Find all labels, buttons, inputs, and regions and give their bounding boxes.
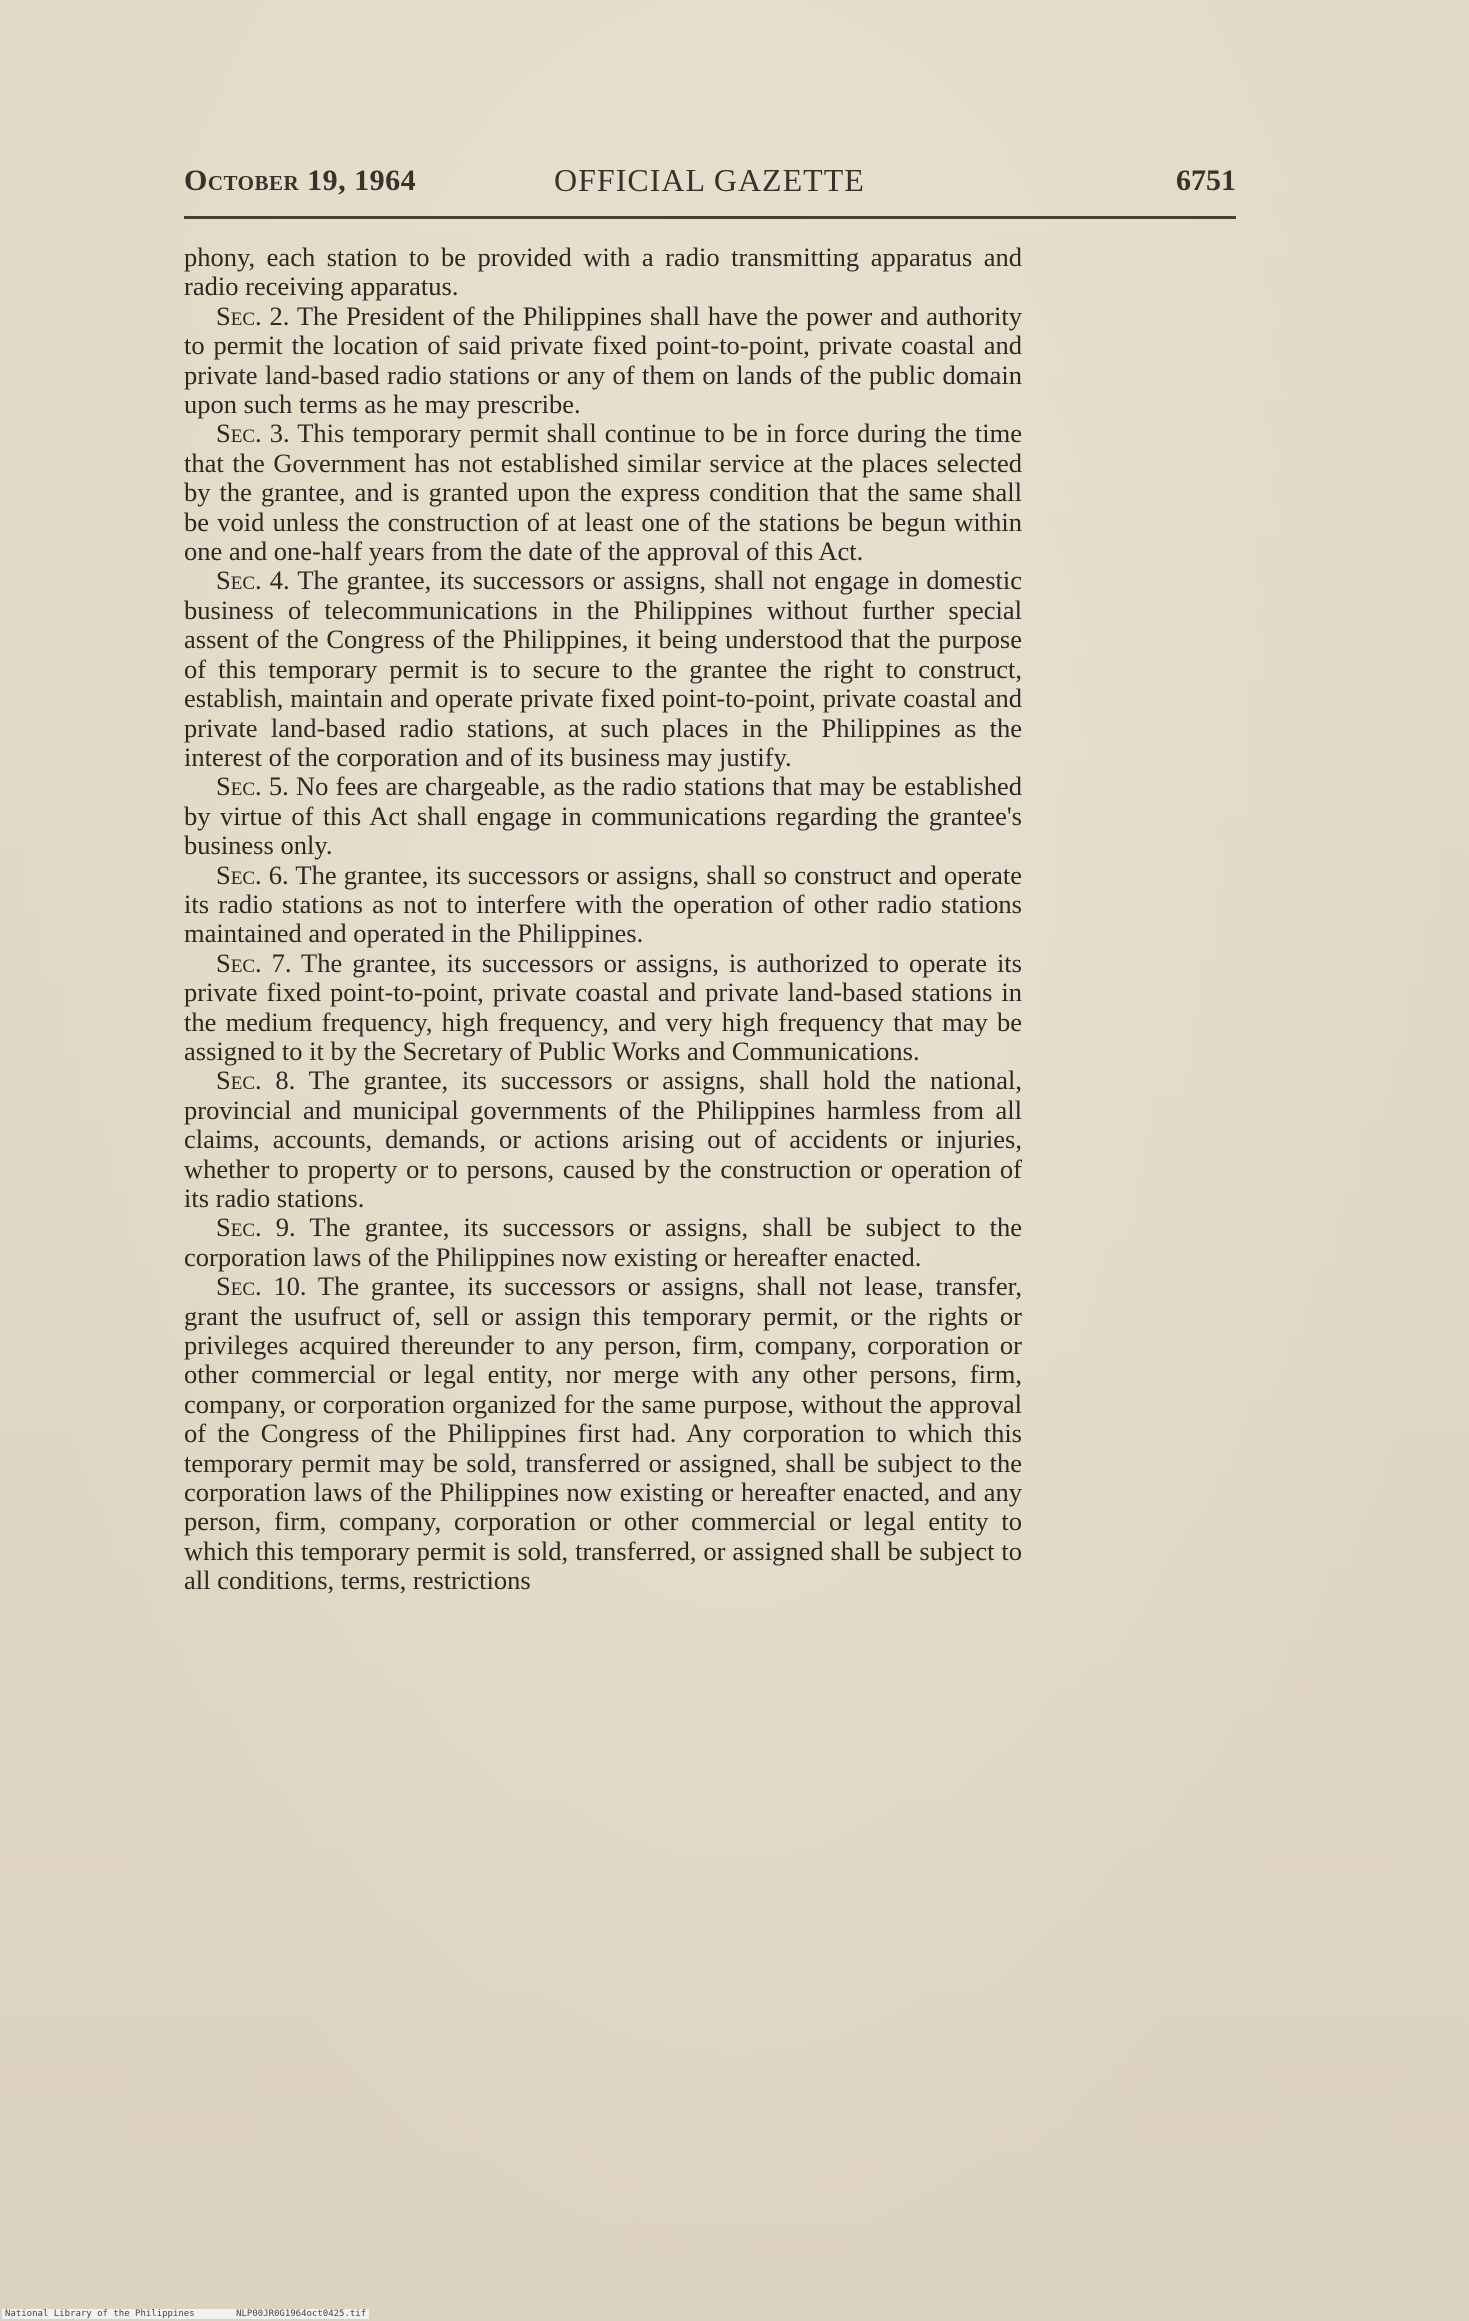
paragraph-sec-6	[184, 861, 1022, 949]
header-date: October 19, 1964	[184, 164, 417, 197]
page-number: 6751	[1176, 164, 1236, 197]
paragraph-text: The President of the Philippines shall have the power and authority to permit the location of said private fixed point-to-point, private coastal and private land-based radio stations or any of them on lands of the public domain upon such terms as he may prescribe.	[184, 300, 1022, 420]
section-label: Sec. 6.	[216, 859, 289, 890]
scan-footer	[2, 2309, 369, 2319]
section-label: Sec. 4.	[216, 565, 290, 596]
paragraph-text: phony, each station to be provided with a radio transmitting apparatus and radio receiving apparatus.	[184, 242, 1022, 302]
section-label: Sec. 9.	[216, 1212, 296, 1243]
paragraph-text: This temporary permit shall continue to be in force during the time that the Government has not established similar service at the places selected by the grantee, and is granted upon the express condition that the same shall be void unless the construction of at least one of the stations be begun within one and one-half years from the date of the approval of this Act.	[184, 418, 1022, 567]
section-label: Sec. 8.	[216, 1065, 296, 1096]
page-header	[184, 164, 1236, 204]
paragraph-text: The grantee, its successors or assigns, is authorized to operate its private fixed point-to-point, private coastal and private land-based stations in the medium frequency, high frequency, and very high frequency that may be assigned to it by the Secretary of Public Works and Communications.	[184, 947, 1022, 1066]
paragraph-text: The grantee, its successors or assigns, shall not lease, transfer, grant the usufruct of, sell or assign this temporary permit, or the rights or privileges acquired thereunder to any person, firm, company, corporation or other commercial or legal entity, nor merge with any other persons, firm, company, or corporation organized for the same purpose, without the approval of the Congress of the Philippines first had. Any corporation to which this temporary permit may be sold, transferred or assigned, shall be subject to the corporation laws of the Philippines now existing or hereafter enacted, and any person, firm, company, corporation or other commercial or legal entity to which this temporary permit is sold, transferred, or assigned shall be subject to all conditions, terms, restrictions	[184, 1271, 1022, 1596]
paragraph-text: No fees are chargeable, as the radio stations that may be established by virtue of this Act shall engage in communications regarding the grantee's business only.	[184, 771, 1022, 861]
paragraph-text: The grantee, its successors or assigns, shall so construct and operate its radio stations as not to interfere with the operation of other radio stations maintained and operated in the Philippines.	[184, 859, 1022, 949]
paragraph-continuation	[184, 243, 1022, 302]
header-rule	[184, 216, 1236, 219]
paragraph-sec-10	[184, 1272, 1022, 1595]
paragraph-sec-8	[184, 1066, 1022, 1213]
paragraph-sec-4	[184, 566, 1022, 772]
section-label: Sec. 10.	[216, 1271, 307, 1302]
body-text	[184, 243, 1022, 1596]
footer-library: National Library of the Philippines	[5, 2309, 195, 2319]
paragraph-sec-7	[184, 949, 1022, 1067]
footer-filename: NLP00JR0G1964oct0425.tif	[236, 2309, 367, 2319]
paragraph-text: The grantee, its successors or assigns, shall not engage in domestic business of telecommunications in the Philippines without further special assent of the Congress of the Philippines, it being understood that the purpose of this temporary permit is to secure to the grantee the right to construct, establish, maintain and operate private fixed point-to-point, private coastal and private land-based radio stations, at such places in the Philippines as the interest of the corporation and of its business may justify.	[184, 565, 1022, 772]
paragraph-sec-5	[184, 772, 1022, 860]
section-label: Sec. 3.	[216, 418, 290, 449]
paragraph-text: The grantee, its successors or assigns, shall be subject to the corporation laws of the Philippines now existing or hereafter enacted.	[184, 1212, 1022, 1272]
paragraph-text: The grantee, its successors or assigns, shall hold the national, provincial and municipal governments of the Philippines harmless from all claims, accounts, demands, or actions arising out of accidents or injuries, whether to property or to persons, caused by the construction or operation of its radio stations.	[184, 1065, 1022, 1213]
section-label: Sec. 2.	[216, 300, 290, 331]
paragraph-sec-9	[184, 1213, 1022, 1272]
header-title: OFFICIAL GAZETTE	[554, 162, 865, 198]
paragraph-sec-3	[184, 419, 1022, 566]
section-label: Sec. 5.	[216, 771, 289, 802]
paragraph-sec-2	[184, 302, 1022, 420]
section-label: Sec. 7.	[216, 947, 292, 978]
